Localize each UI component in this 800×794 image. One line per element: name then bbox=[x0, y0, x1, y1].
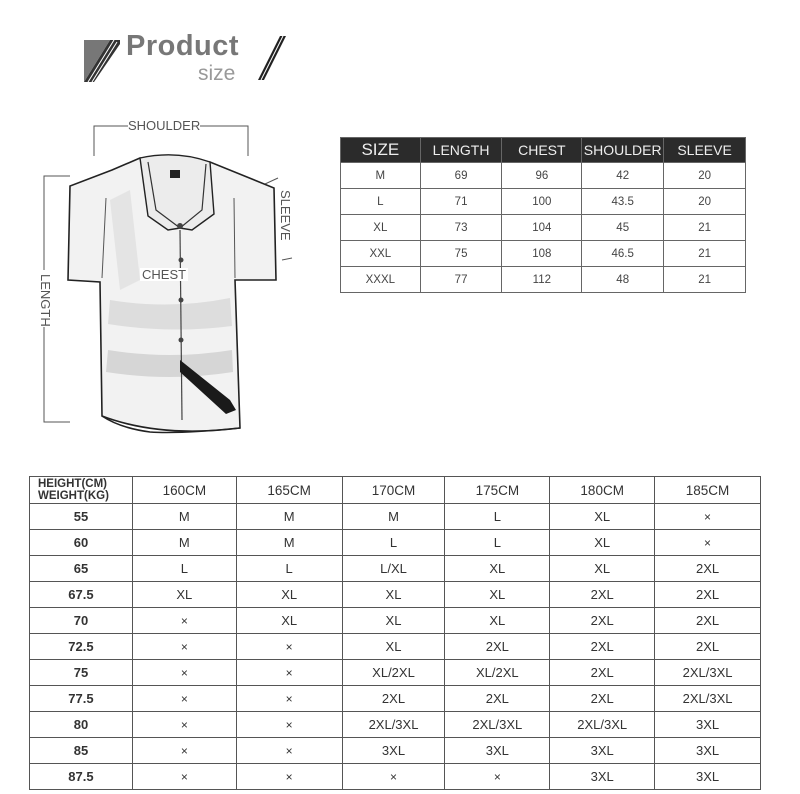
weight-cell: 65 bbox=[30, 556, 133, 582]
size-cell: 2XL bbox=[655, 608, 761, 634]
chest-label: CHEST bbox=[142, 267, 187, 282]
table-row bbox=[341, 163, 746, 189]
height-header: 185CM bbox=[655, 477, 761, 504]
column-header: LENGTH bbox=[420, 138, 502, 163]
weight-cell: 77.5 bbox=[30, 686, 133, 712]
size-cell: L bbox=[342, 530, 445, 556]
sleeve-label: SLEEVE bbox=[278, 190, 293, 241]
column-header: CHEST bbox=[502, 138, 582, 163]
table-cell: 69 bbox=[420, 163, 502, 189]
size-cell: × bbox=[132, 634, 236, 660]
length-label: LENGTH bbox=[38, 274, 53, 327]
size-cell: × bbox=[236, 738, 342, 764]
size-cell: M bbox=[342, 504, 445, 530]
table-row bbox=[30, 556, 761, 582]
table-cell: XXXL bbox=[341, 267, 421, 293]
shirt-illustration bbox=[30, 110, 330, 460]
size-cell: × bbox=[132, 712, 236, 738]
table-cell: 104 bbox=[502, 215, 582, 241]
size-cell: 3XL bbox=[655, 712, 761, 738]
size-cell: 2XL bbox=[550, 686, 655, 712]
size-cell: 2XL bbox=[550, 634, 655, 660]
table-row bbox=[30, 504, 761, 530]
size-cell: XL bbox=[550, 556, 655, 582]
shirt-diagram bbox=[30, 110, 330, 460]
size-cell: M bbox=[132, 530, 236, 556]
size-cell: × bbox=[445, 764, 550, 790]
shoulder-label: SHOULDER bbox=[128, 118, 201, 133]
height-header: 165CM bbox=[236, 477, 342, 504]
weight-cell: 75 bbox=[30, 660, 133, 686]
size-cell: XL bbox=[236, 582, 342, 608]
size-cell: × bbox=[236, 660, 342, 686]
size-cell: 2XL bbox=[550, 582, 655, 608]
weight-cell: 60 bbox=[30, 530, 133, 556]
height-header: 180CM bbox=[550, 477, 655, 504]
corner-header bbox=[30, 477, 133, 504]
size-cell: × bbox=[132, 660, 236, 686]
table-cell: XXL bbox=[341, 241, 421, 267]
table-cell: M bbox=[341, 163, 421, 189]
size-cell: 2XL bbox=[550, 660, 655, 686]
size-cell: 3XL bbox=[655, 738, 761, 764]
stripe-decoration-icon bbox=[258, 36, 286, 80]
size-cell: 2XL bbox=[445, 686, 550, 712]
table-cell: 21 bbox=[664, 215, 746, 241]
table-cell: L bbox=[341, 189, 421, 215]
size-cell: XL bbox=[445, 608, 550, 634]
weight-cell: 85 bbox=[30, 738, 133, 764]
size-cell: 2XL/3XL bbox=[550, 712, 655, 738]
size-cell: 2XL/3XL bbox=[655, 660, 761, 686]
table-row bbox=[30, 660, 761, 686]
table-row bbox=[30, 686, 761, 712]
size-cell: × bbox=[236, 764, 342, 790]
size-cell: 2XL bbox=[655, 556, 761, 582]
table-cell: 96 bbox=[502, 163, 582, 189]
size-cell: L bbox=[445, 504, 550, 530]
height-header: 175CM bbox=[445, 477, 550, 504]
size-cell: 3XL bbox=[445, 738, 550, 764]
table-row bbox=[30, 608, 761, 634]
size-cell: × bbox=[236, 686, 342, 712]
table-cell: 73 bbox=[420, 215, 502, 241]
table-cell: 112 bbox=[502, 267, 582, 293]
size-cell: XL bbox=[550, 530, 655, 556]
table-cell: 43.5 bbox=[582, 189, 664, 215]
table-cell: 48 bbox=[582, 267, 664, 293]
column-header: SIZE bbox=[341, 138, 421, 163]
size-cell: XL/2XL bbox=[445, 660, 550, 686]
table-cell: 21 bbox=[664, 241, 746, 267]
size-cell: XL bbox=[445, 556, 550, 582]
size-measurement-table bbox=[340, 137, 746, 293]
size-cell: 2XL/3XL bbox=[445, 712, 550, 738]
table-cell: 75 bbox=[420, 241, 502, 267]
height-axis-label: HEIGHT(CM) bbox=[38, 478, 107, 490]
height-header: 160CM bbox=[132, 477, 236, 504]
table-row bbox=[30, 738, 761, 764]
size-cell: 2XL bbox=[655, 582, 761, 608]
size-cell: XL bbox=[550, 504, 655, 530]
size-cell: XL/2XL bbox=[342, 660, 445, 686]
size-cell: × bbox=[655, 530, 761, 556]
size-cell: XL bbox=[342, 634, 445, 660]
table-cell: 45 bbox=[582, 215, 664, 241]
table-cell: XL bbox=[341, 215, 421, 241]
table-cell: 71 bbox=[420, 189, 502, 215]
table-cell: 100 bbox=[502, 189, 582, 215]
weight-cell: 72.5 bbox=[30, 634, 133, 660]
size-cell: XL bbox=[236, 608, 342, 634]
size-cell: × bbox=[132, 738, 236, 764]
weight-cell: 87.5 bbox=[30, 764, 133, 790]
column-header: SLEEVE bbox=[664, 138, 746, 163]
size-cell: XL bbox=[445, 582, 550, 608]
table-row bbox=[341, 215, 746, 241]
size-cell: 2XL bbox=[550, 608, 655, 634]
size-cell: × bbox=[132, 686, 236, 712]
page-title: Product bbox=[126, 30, 240, 62]
height-header: 170CM bbox=[342, 477, 445, 504]
table-row bbox=[30, 582, 761, 608]
table-cell: 20 bbox=[664, 189, 746, 215]
table-row bbox=[341, 267, 746, 293]
size-cell: L/XL bbox=[342, 556, 445, 582]
size-cell: × bbox=[236, 712, 342, 738]
table-cell: 46.5 bbox=[582, 241, 664, 267]
table-cell: 42 bbox=[582, 163, 664, 189]
size-cell: L bbox=[445, 530, 550, 556]
table-row bbox=[30, 530, 761, 556]
size-cell: 3XL bbox=[655, 764, 761, 790]
size-cell: XL bbox=[342, 608, 445, 634]
table-row bbox=[30, 764, 761, 790]
size-cell: × bbox=[236, 634, 342, 660]
size-cell: L bbox=[236, 556, 342, 582]
size-cell: 2XL bbox=[655, 634, 761, 660]
size-cell: 3XL bbox=[550, 738, 655, 764]
weight-cell: 70 bbox=[30, 608, 133, 634]
weight-cell: 55 bbox=[30, 504, 133, 530]
stripe-decoration-icon bbox=[84, 40, 120, 82]
weight-cell: 67.5 bbox=[30, 582, 133, 608]
size-cell: 3XL bbox=[342, 738, 445, 764]
weight-cell: 80 bbox=[30, 712, 133, 738]
table-header-row bbox=[341, 138, 746, 163]
size-cell: 3XL bbox=[550, 764, 655, 790]
table-cell: 77 bbox=[420, 267, 502, 293]
page-subtitle: size bbox=[198, 62, 236, 85]
table-cell: 108 bbox=[502, 241, 582, 267]
weight-axis-label: WEIGHT(KG) bbox=[38, 490, 109, 502]
size-cell: XL bbox=[132, 582, 236, 608]
table-row bbox=[341, 241, 746, 267]
column-header: SHOULDER bbox=[582, 138, 664, 163]
size-cell: 2XL/3XL bbox=[655, 686, 761, 712]
table-cell: 21 bbox=[664, 267, 746, 293]
size-cell: × bbox=[342, 764, 445, 790]
table-row bbox=[30, 712, 761, 738]
chart-body bbox=[30, 504, 761, 790]
size-cell: XL bbox=[342, 582, 445, 608]
size-cell: × bbox=[655, 504, 761, 530]
size-cell: × bbox=[132, 608, 236, 634]
size-cell: L bbox=[132, 556, 236, 582]
size-cell: 2XL bbox=[445, 634, 550, 660]
size-cell: M bbox=[132, 504, 236, 530]
table-row bbox=[30, 634, 761, 660]
size-cell: M bbox=[236, 530, 342, 556]
table-header-row bbox=[30, 477, 761, 504]
table-row bbox=[341, 189, 746, 215]
size-cell: 2XL bbox=[342, 686, 445, 712]
size-cell: M bbox=[236, 504, 342, 530]
table-cell: 20 bbox=[664, 163, 746, 189]
size-cell: 2XL/3XL bbox=[342, 712, 445, 738]
height-weight-size-chart bbox=[29, 476, 761, 790]
size-cell: × bbox=[132, 764, 236, 790]
